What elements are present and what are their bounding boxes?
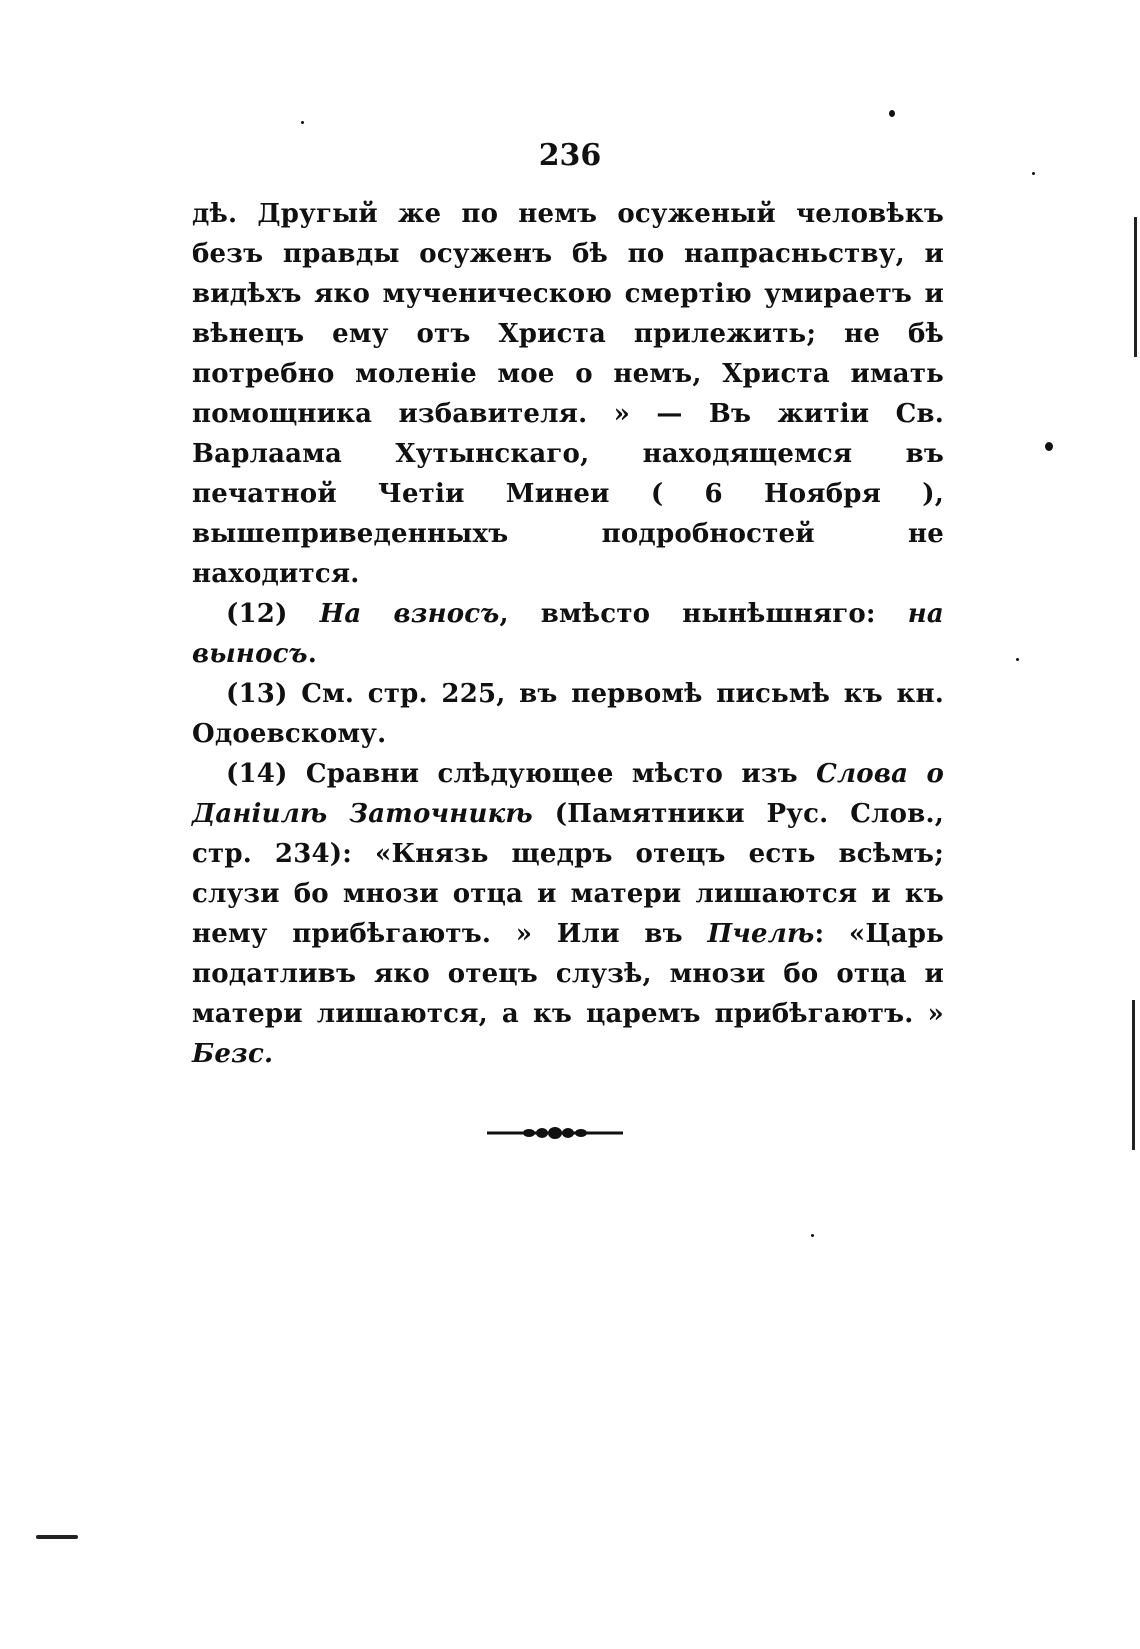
scan-edge-mark	[36, 1535, 78, 1539]
scan-speck	[1045, 442, 1053, 451]
text-run: (13) См. стр. 225, въ первомѣ письмѣ къ кн. Одоевскому.	[192, 679, 944, 749]
italic-term: На взносъ	[319, 599, 500, 629]
scan-speck	[301, 121, 304, 124]
italic-title: Слова о Даніилѣ Заточникѣ	[192, 759, 945, 829]
scan-edge-mark	[1134, 217, 1137, 357]
italic-term: на выносъ	[192, 599, 944, 669]
paragraph-continuation	[192, 194, 944, 594]
ornamental-divider-icon	[485, 1126, 625, 1140]
scan-speck	[1016, 658, 1019, 661]
text-run: , вмѣсто нынѣшняго:	[499, 599, 908, 629]
note-13	[192, 674, 944, 754]
scan-speck	[889, 110, 895, 117]
text-block	[192, 194, 944, 1074]
text-run: (14) Сравни слѣдующее мѣсто изъ	[226, 759, 817, 789]
text-run: (Памятники Рус. Слов., стр. 234): «Князь щедръ отецъ есть всѣмъ; слузи бо мнози отца и матери лишаются и къ нему прибѣгаютъ. » Или въ	[192, 799, 944, 949]
scan-speck	[1032, 172, 1035, 175]
italic-signature: Безс.	[192, 1039, 274, 1069]
note-14	[192, 754, 944, 1074]
note-12	[192, 594, 944, 674]
page-number: 236	[538, 138, 602, 173]
text-run: (12)	[226, 599, 320, 629]
scan-edge-mark	[1132, 1000, 1135, 1150]
text-run: .	[307, 639, 318, 669]
italic-title: Пчелѣ	[707, 919, 815, 949]
scan-speck	[811, 1234, 814, 1237]
text-run: дѣ. Другый же по немъ осуженый человѣкъ безъ правды осуженъ бѣ по напрасньству, и видѣхъ яко мученическою смертію умираетъ и вѣнецъ ему отъ Христа прилежить; не бѣ потребно моленіе мое о немъ, Христа имать помощника избавителя. » — Въ житіи Св. Варлаама Хутынскаго, находящемся въ печатной Четіи Минеи ( 6 Ноября ), вышеприведенныхъ подробностей не находится.	[192, 199, 944, 589]
text-run: : «Царь податливъ яко отецъ слузѣ, мнози бо отца и матери лишаются, а къ царемъ прибѣгаютъ. »	[192, 919, 944, 1029]
